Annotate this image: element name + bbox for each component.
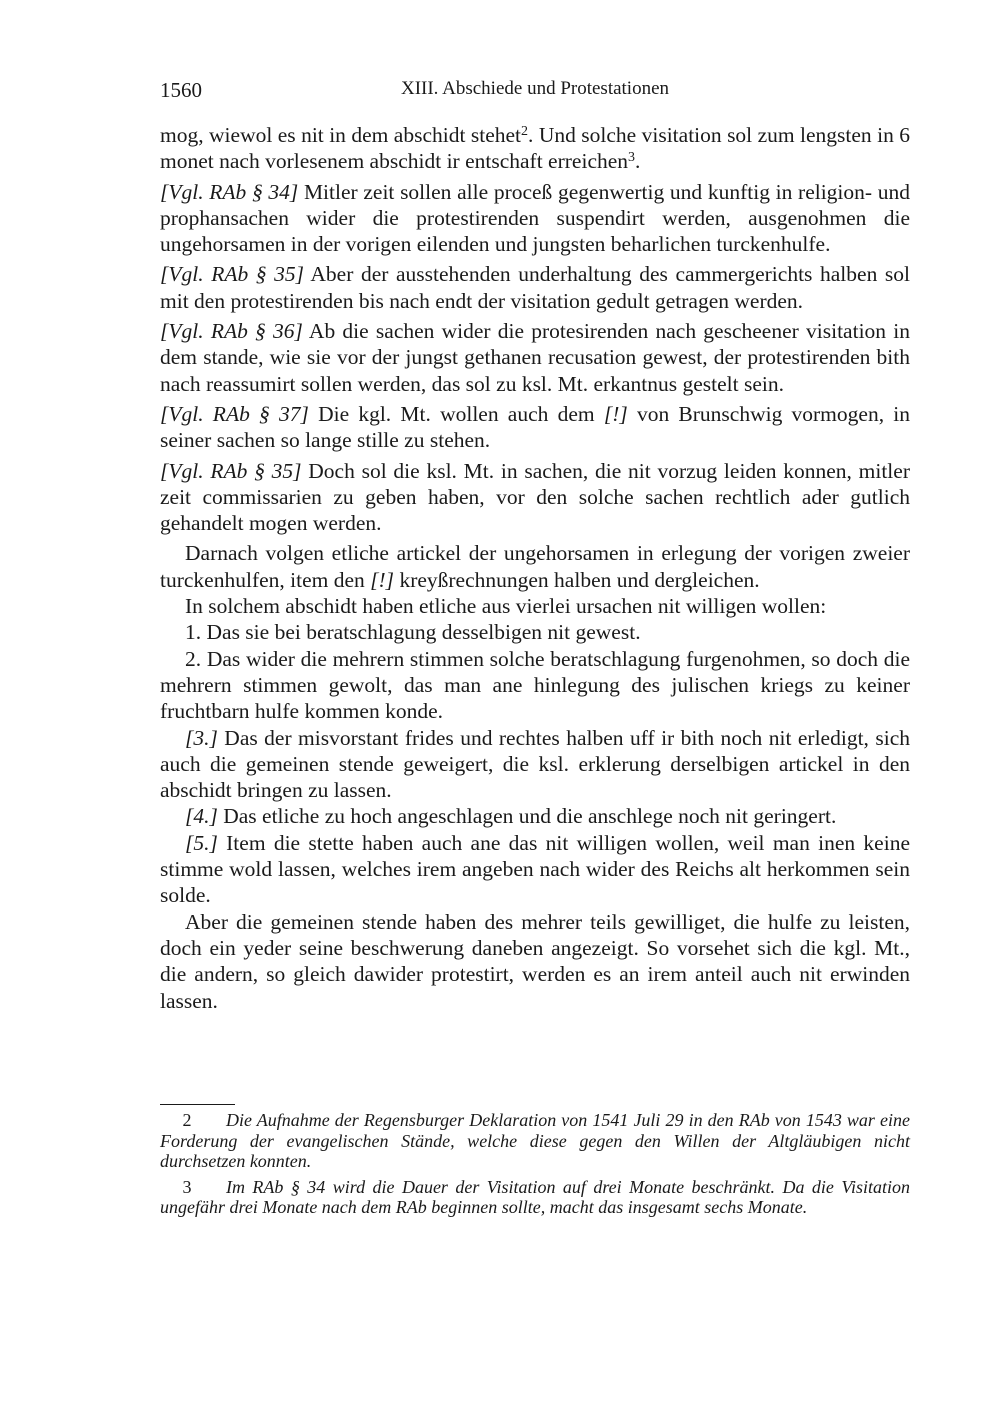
paragraph: [Vgl. RAb § 35] Aber der ausstehenden underhaltung des cammergerichts halben sol mit den protestirenden bis nach endt der visitation gedult getragen werden. [160,262,910,313]
list-item: 2. Das wider die mehrern stimmen solche beratschlagung furgenohmen, so doch die mehrern stimmen gewolt, das man ane hinlegung des julischen kriegs zu keiner fruchtbarn hulfe kommen konde. [160,646,910,724]
list-number: [5.] [185,830,218,855]
footnote-number: 2 [182,1110,192,1130]
reference-marker: [Vgl. RAb § 36] [160,319,303,344]
paragraph: Aber die gemeinen stende haben des mehrer teils gewilliget, die hulfe zu leisten, doch ein yeder seine beschwerung daneben angezeigt. So vorsehet sich die kgl. Mt., die andern, so gleich dawider protestirt, werden es an irem anteil auch nit erwinden lassen. [160,909,910,1013]
reference-marker: [Vgl. RAb § 35] [160,458,302,483]
list-number: [4.] [185,804,218,829]
list-item: 1. Das sie bei beratschlagung desselbigen nit gewest. [185,620,641,645]
footnote: 3 Im RAb § 34 wird die Dauer der Visitation auf drei Monate beschränkt. Da die Visitation ungefähr drei Monate nach dem RAb beginnen sollte, macht das insgesamt sechs Monate. [160,1176,910,1217]
paragraph: In solchem abschidt haben etliche aus vierlei ursachen nit willigen wollen: [185,594,827,619]
paragraph: [Vgl. RAb § 34] Mitler zeit sollen alle proceß gegenwertig und kunftig in religion- und prophansachen wider die protestirenden suspendirt werden, ausgenohmen die ungehorsamen in der vorigen eilenden und jungsten beharlichen turckenhulfe. [160,179,910,257]
page-number: 1560 [160,78,202,102]
footnotes [160,1110,910,1223]
footnote: 2 Die Aufnahme der Regensburger Deklaration von 1541 Juli 29 in den RAb von 1543 war eine Forderung der evangelischen Stände, welche diese gegen den Willen der Altgläubigen nicht durchsetzen konnten. [160,1110,910,1171]
paragraph: [Vgl. RAb § 35] Doch sol die ksl. Mt. in sachen, die nit vorzug leiden konnen, mitler zeit commissarien zu geben haben, vor den solche sachen rechtlich ader gutlich gehandelt mogen werden. [160,458,910,536]
footnote-marker[interactable]: 2 [521,124,529,139]
paragraph: mog, wiewol es nit in dem abschidt stehet$^2$. Und solche visitation sol zum lengsten in 6 monet nach vorlesenem abschidt ir entschaft erreichen$^3$. [160,123,910,174]
reference-marker: [Vgl. RAb § 35] [160,262,304,287]
list-number: [3.] [185,725,218,750]
editorial-mark: [!] [603,401,628,426]
list-item: [5.] Item die stette haben auch ane das nit willigen wollen, weil man inen keine stimme wold lassen, welches irem angeben nach wider des Reichs alt herkommen sein solde. [160,830,910,908]
footnote-marker[interactable]: 3 [628,150,636,166]
footnote-divider [160,1104,235,1105]
paragraph: [Vgl. RAb § 36] Ab die sachen wider die protesirenden nach gescheener visitation in dem stande, wie sie vor der jungst gethanen recusation gewest, der protestirenden bith nach reassumirt sollen werden, das sol zu ksl. Mt. erkantnus gestelt sein. [160,319,910,396]
page-header [160,78,910,108]
list-item: [3.] Das der misvorstant frides und rechtes halben uff ir bith noch nit erledigt, sich auch die gemeinen stende geweigert, die ksl. erklerung derselbigen artickel in den abschidt bringen zu lassen. [160,725,910,803]
reference-marker: [Vgl. RAb § 37] [160,401,309,426]
editorial-mark: [!] [370,567,395,592]
paragraph: Darnach volgen etliche artickel der ungehorsamen in erlegung der vorigen zweier turckenhulfen, item den [!] kreyßrechnungen halben und dergleichen. [160,541,910,592]
main-text [160,122,910,1014]
reference-marker: [Vgl. RAb § 34] [160,179,299,204]
paragraph: [Vgl. RAb § 37] Die kgl. Mt. wollen auch dem [!] von Brunschwig vormogen, in seiner sachen so lange stille zu stehen. [160,401,911,453]
list-item: [4.] Das etliche zu hoch angeschlagen und die anschlege noch nit geringert. [185,804,837,829]
running-title: XIII. Abschiede und Protestationen [400,78,670,99]
footnote-number: 3 [182,1176,192,1197]
